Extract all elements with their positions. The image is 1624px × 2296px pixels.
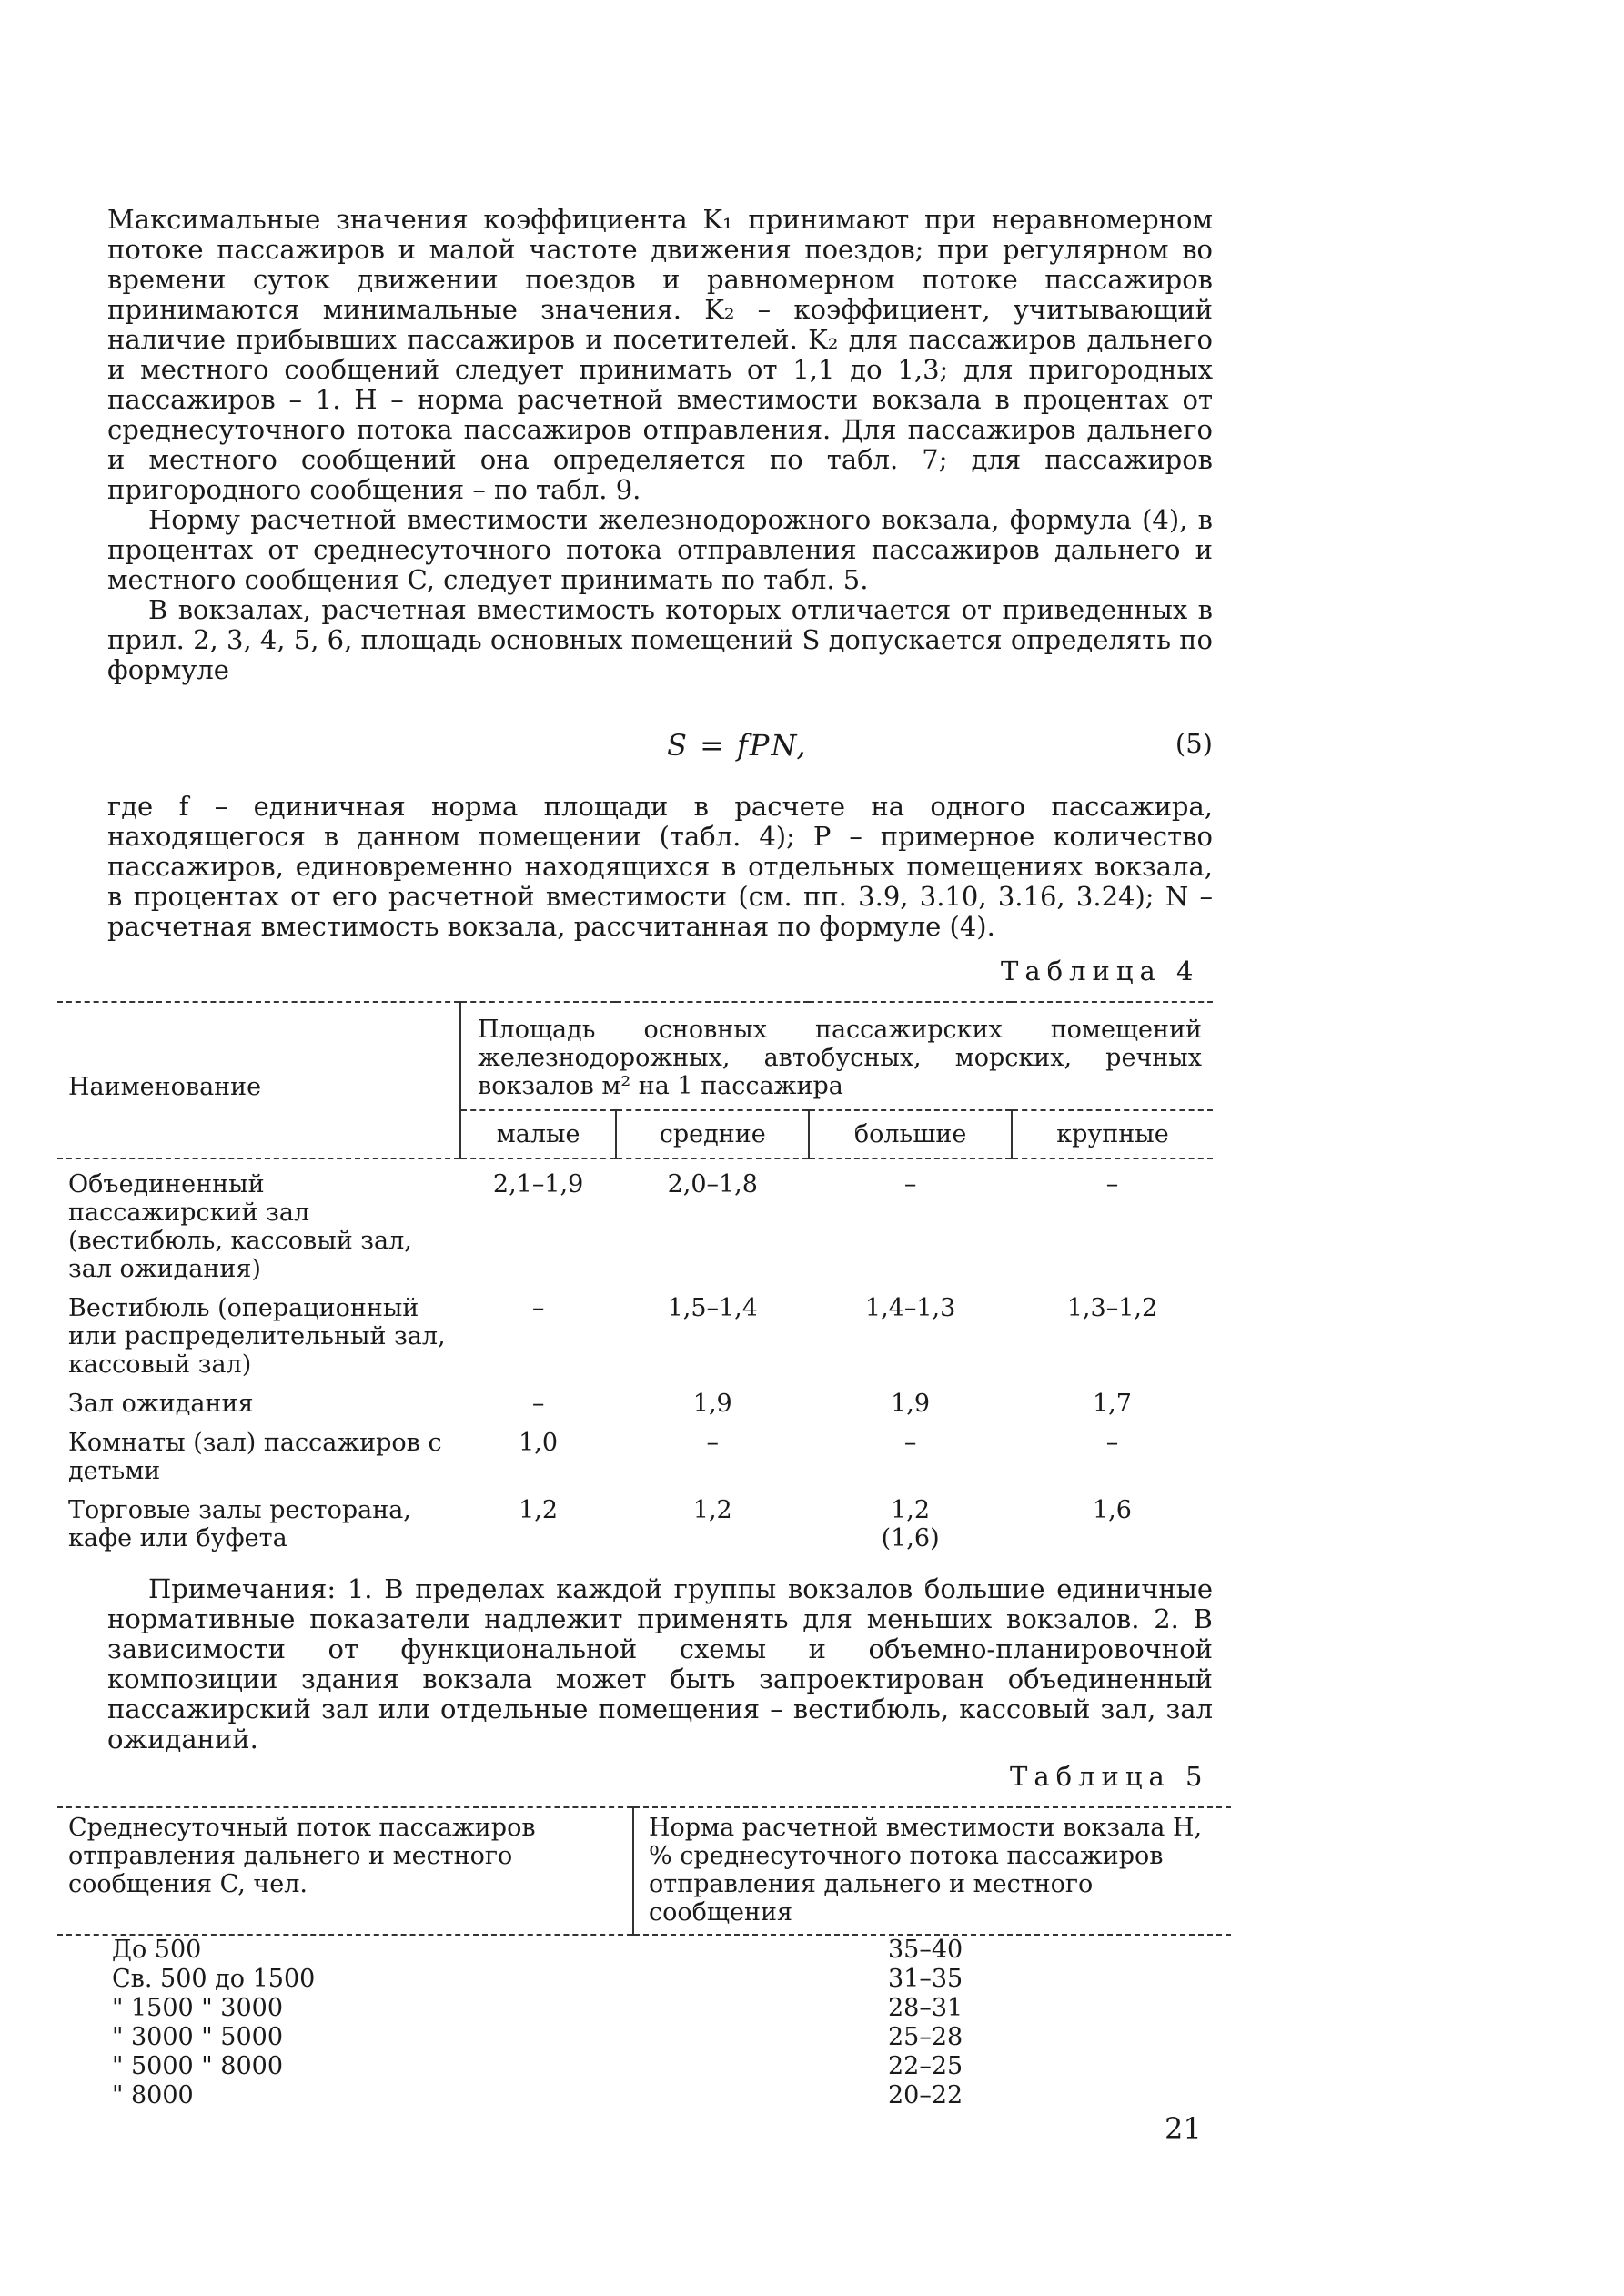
table4-cell: 1,9 bbox=[891, 1390, 931, 1418]
table-row bbox=[57, 1418, 1213, 1485]
table4-notes bbox=[107, 1574, 1213, 1755]
table4-cell: 2,1–1,9 bbox=[492, 1170, 584, 1199]
table4-col-small: малые bbox=[460, 1110, 616, 1158]
table4-cell: 2,0–1,8 bbox=[667, 1170, 758, 1199]
table4-row-name: Объединенный пассажирский зал (вестибюль, кассовый зал, зал ожидания) bbox=[68, 1170, 412, 1283]
table-4 bbox=[57, 1001, 1213, 1553]
paragraph-4: где f – единичная норма площади в расчете на одного пассажира, находящегося в данном помещении (табл. 4); P – примерное количество пассажиров, единовременно находящихся в отдельных помещениях вокзала, в процентах от его расчетной вместимости (см. пп. 3.9, 3.10, 3.16, 3.24); N – расчетная вместимость вокзала, рассчитанная по формуле (4). bbox=[107, 791, 1213, 942]
table-5 bbox=[57, 1806, 1231, 2110]
table4-row-name: Торговые залы ресторана, кафе или буфета bbox=[68, 1496, 411, 1553]
table-row bbox=[57, 1935, 1231, 1965]
table4-cell: 1,0 bbox=[519, 1429, 559, 1457]
table4-cell: 1,9 bbox=[692, 1390, 732, 1418]
table4-cell: – bbox=[903, 1170, 917, 1199]
table4-cell: 1,4–1,3 bbox=[864, 1294, 956, 1322]
table-row bbox=[57, 1283, 1213, 1379]
table4-cell: – bbox=[531, 1390, 545, 1418]
table5-header-flow: Среднесуточный поток пассажиров отправления дальнего и местного сообщения C, чел. bbox=[57, 1807, 633, 1935]
table5-flow: " 5000 " 8000 bbox=[112, 2052, 284, 2080]
table4-main-header: Площадь основных пассажирских помещений железнодорожных, автобусных, морских, речных вокзалов м² на 1 пассажира bbox=[460, 1002, 1213, 1110]
table4-col-large: большие bbox=[809, 1110, 1012, 1158]
table4-caption: Таблица 4 bbox=[1001, 956, 1200, 986]
table-row bbox=[57, 1994, 1231, 2023]
table4-cell: – bbox=[531, 1294, 545, 1322]
table5-norm: 28–31 bbox=[888, 1994, 963, 2022]
table4-col-medium: средние bbox=[616, 1110, 809, 1158]
table4-cell: 1,3–1,2 bbox=[1066, 1294, 1158, 1322]
formula-5 bbox=[107, 728, 1213, 764]
table4-cell: – bbox=[1105, 1170, 1119, 1199]
table-row bbox=[57, 2052, 1231, 2081]
table4-cell: 1,5–1,4 bbox=[667, 1294, 758, 1322]
body-text bbox=[107, 205, 1213, 685]
table-row bbox=[57, 1965, 1231, 1994]
table4-cell: – bbox=[706, 1429, 719, 1457]
table5-norm: 25–28 bbox=[888, 2023, 963, 2051]
table4-row-name: Зал ожидания bbox=[68, 1390, 254, 1418]
formula-explanation bbox=[107, 792, 1213, 942]
table5-norm: 35–40 bbox=[888, 1936, 963, 1964]
table4-col-xlarge: крупные bbox=[1012, 1110, 1213, 1158]
table5-header-norm: Норма расчетной вместимости вокзала H, % среднесуточного потока пассажиров отправления дальнего и местного сообщения bbox=[633, 1807, 1231, 1935]
table4-cell: 1,6 bbox=[1092, 1496, 1132, 1524]
table5-flow: " 3000 " 5000 bbox=[112, 2023, 284, 2051]
table4-cell: 1,2 bbox=[519, 1496, 559, 1524]
formula-number: (5) bbox=[1175, 728, 1213, 759]
table5-norm: 22–25 bbox=[888, 2052, 963, 2080]
table4-cell: – bbox=[1105, 1429, 1119, 1457]
table4-cell: 1,7 bbox=[1092, 1390, 1132, 1418]
table-row bbox=[57, 1379, 1213, 1418]
table5-flow: Св. 500 до 1500 bbox=[112, 1965, 316, 1993]
table5-norm: 20–22 bbox=[888, 2081, 963, 2109]
notes-text: Примечания: 1. В пределах каждой группы вокзалов большие единичные нормативные показатели надлежит применять для меньших вокзалов. 2. В зависимости от функциональной схемы и объемно-планировочной композиции здания вокзала может быть запроектирован объединенный пассажирский зал или отдельные помещения – вестибюль, кассовый зал, зал ожиданий. bbox=[107, 1573, 1213, 1755]
table5-flow: " 1500 " 3000 bbox=[112, 1994, 284, 2022]
table4-cell: 1,2 (1,6) bbox=[881, 1496, 940, 1553]
formula-expression: S = fPN, bbox=[667, 728, 808, 763]
table5-norm: 31–35 bbox=[888, 1965, 963, 1993]
paragraph-2: Норму расчетной вместимости железнодорожного вокзала, формула (4), в процентах от среднесуточного потока отправления пассажиров дальнего и местного сообщения C, следует принимать по табл. 5. bbox=[107, 504, 1213, 595]
table5-caption: Таблица 5 bbox=[1010, 1761, 1209, 1792]
table-row bbox=[57, 2023, 1231, 2052]
table5-flow: " 8000 bbox=[112, 2081, 194, 2109]
table4-row-name: Комнаты (зал) пассажиров с детьми bbox=[68, 1429, 442, 1485]
paragraph-1: Максимальные значения коэффициента K₁ принимают при неравномерном потоке пассажиров и малой частоте движения поездов; при регулярном во времени суток движении поездов и равномерном потоке пассажиров принимаются минимальные значения. K₂ – коэффициент, учитывающий наличие прибывших пассажиров и посетителей. K₂ для пассажиров дальнего и местного сообщений следует принимать от 1,1 до 1,3; для пригородных пассажиров – 1. H – норма расчетной вместимости вокзала в процентах от среднесуточного потока пассажиров отправления. Для пассажиров дальнего и местного сообщений она определяется по табл. 7; для пассажиров пригородного сообщения – по табл. 9. bbox=[107, 204, 1213, 505]
table4-cell: 1,2 bbox=[692, 1496, 732, 1524]
paragraph-3: В вокзалах, расчетная вместимость которых отличается от приведенных в прил. 2, 3, 4, 5, 6, площадь основных помещений S допускается определять по формуле bbox=[107, 594, 1213, 685]
table4-cell: – bbox=[903, 1429, 917, 1457]
table-row bbox=[57, 1158, 1213, 1283]
table4-name-header: Наименование bbox=[57, 1002, 460, 1158]
table5-flow: До 500 bbox=[112, 1936, 202, 1964]
page-number: 21 bbox=[1165, 2111, 1202, 2146]
table-row bbox=[57, 2081, 1231, 2110]
table4-row-name: Вестибюль (операционный или распределительный зал, кассовый зал) bbox=[68, 1294, 446, 1379]
table-row bbox=[57, 1485, 1213, 1553]
